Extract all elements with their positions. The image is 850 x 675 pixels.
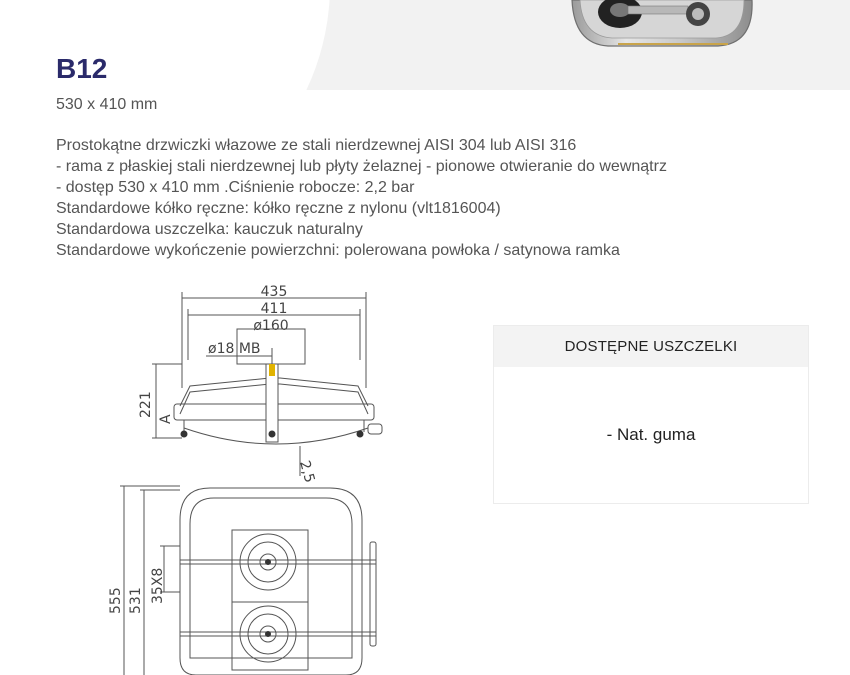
technical-drawing (100, 278, 400, 675)
product-description (56, 135, 816, 261)
dim-2-5: 2,5 (296, 458, 318, 485)
description-line: - rama z płaskiej stali nierdzewnej lub płyty żelaznej - pionowe otwieranie do wewnątrz (56, 158, 667, 175)
dim-435: 435 (260, 284, 288, 300)
description-line: Standardowa uszczelka: kauczuk naturalny (56, 221, 363, 238)
gasket-item (494, 367, 808, 503)
dim-35x8: 35X8 (150, 567, 166, 604)
product-photo (568, 0, 758, 50)
product-title: B12 (56, 53, 108, 84)
dim-a: A (158, 414, 174, 424)
dim-18-mb: ø18 MB (208, 341, 261, 357)
gasket-item-label: - Nat. guma (606, 425, 696, 444)
dim-531: 531 (128, 587, 144, 614)
dim-555: 555 (108, 587, 124, 614)
description-line: Prostokątne drzwiczki włazowe ze stali nierdzewnej AISI 304 lub AISI 316 (56, 137, 577, 154)
description-line: Standardowe wykończenie powierzchni: polerowana powłoka / satynowa ramka (56, 242, 620, 259)
product-dimensions: 530 x 410 mm (56, 96, 158, 113)
dim-221: 221 (138, 391, 154, 418)
dim-411: 411 (260, 301, 288, 317)
description-line: Standardowe kółko ręczne: kółko ręczne z nylonu (vlt1816004) (56, 200, 501, 217)
available-gaskets-header: DOSTĘPNE USZCZELKI (494, 326, 808, 367)
description-line: - dostęp 530 x 410 mm .Ciśnienie robocze: 2,2 bar (56, 179, 415, 196)
available-gaskets-box (493, 325, 809, 504)
dim-160: ø160 (253, 318, 289, 334)
